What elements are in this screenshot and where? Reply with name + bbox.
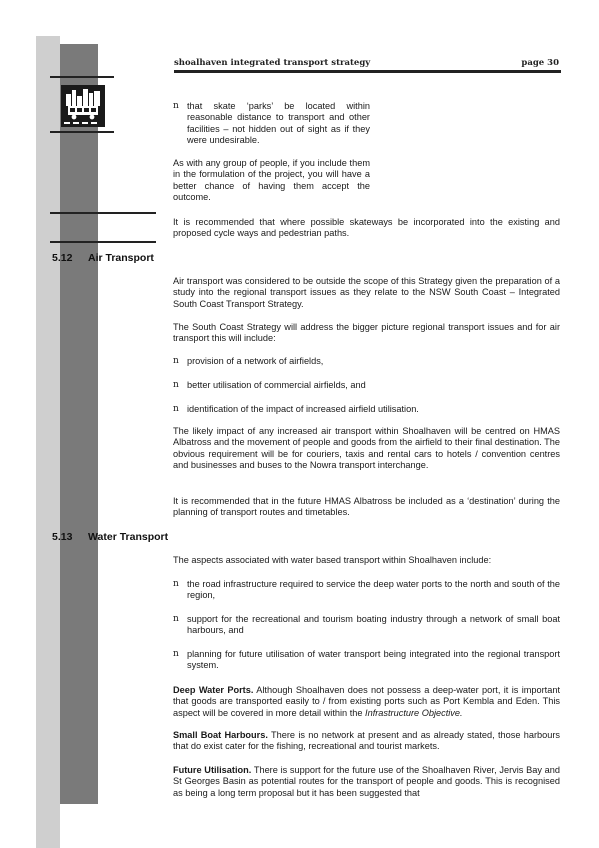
list-item-text: planning for future utilisation of water transport being integrated into the regional transport system. (187, 649, 560, 671)
section-number: 5.13 (52, 531, 73, 543)
bullet-marker: n (173, 404, 179, 414)
list-item-text: support for the recreational and tourism boating industry through a network of small boat harbours, and (187, 614, 560, 636)
section-title: Air Transport (88, 252, 154, 264)
section-divider-rule (50, 241, 156, 243)
logo-top-rule (50, 76, 114, 78)
list-item-text: provision of a network of airfields, (187, 356, 324, 366)
bullet-marker: n (173, 649, 179, 659)
paragraph-future-utilisation (173, 765, 560, 799)
bullet-marker: n (173, 380, 179, 390)
run-in-heading: Future Utilisation. (173, 765, 252, 775)
section-title: Water Transport (88, 531, 169, 543)
logo-bottom-rule (50, 131, 114, 133)
paragraph: The likely impact of any increased air transport within Shoalhaven will be centred on HMAS Albatross and the movement of people and goods from the airfield to their final destination. The obvious requirement will be for couriers, taxis and rental cars to hotels / convention centres and businesses and buses to the Nowra transport interchange. (173, 426, 560, 471)
bullet-marker: n (173, 579, 179, 589)
city-transport-icon (60, 84, 106, 128)
header-rule (174, 70, 561, 73)
paragraph: It is recommended that where possible skateways be incorporated into the existing and proposed cycle ways and pedestrian paths. (173, 217, 560, 239)
header-title: shoalhaven integrated transport strategy (174, 58, 371, 68)
paragraph-text: Although Shoalhaven does not possess a deep-water port, it is important that goods are transported easily to / from existing ports such as Port Kembla and Eden. This aspect will be covered in more detail within the (173, 685, 561, 718)
section-divider-rule (50, 212, 156, 214)
list-item (173, 649, 560, 672)
section-heading (52, 531, 168, 543)
list-item (173, 356, 560, 367)
paragraph: Air transport was considered to be outside the scope of this Strategy given the preparation of a study into the regional transport issues as they relate to the NSW South Coast – Integrated South Coast Transport Strategy. (173, 276, 560, 309)
italic-reference: Infrastructure Objective. (365, 707, 463, 718)
paragraph: The aspects associated with water based transport within Shoalhaven include: (173, 555, 492, 565)
list-item (173, 101, 370, 147)
section-number: 5.12 (52, 252, 73, 264)
paragraph: As with any group of people, if you include them in the formulation of the project, you will have a better chance of having them accept the outcome. (173, 158, 370, 203)
paragraph-small-boat-harbours (173, 730, 560, 753)
bullet-marker: n (173, 356, 179, 366)
bullet-marker: n (173, 101, 179, 111)
list-item-text: identification of the impact of increased airfield utilisation. (187, 404, 419, 414)
list-item (173, 404, 560, 415)
list-item-text: the road infrastructure required to service the deep water ports to the north and south of the region, (187, 579, 560, 601)
list-item (173, 579, 560, 602)
bullet-marker: n (173, 614, 179, 624)
run-in-heading: Deep Water Ports. (173, 685, 254, 695)
paragraph: The South Coast Strategy will address the bigger picture regional transport issues and for air transport this will include: (173, 322, 560, 344)
paragraph: It is recommended that in the future HMAS Albatross be included as a ‘destination’ during the planning of transport routes and timetables. (173, 496, 560, 518)
paragraph-deep-water-ports (173, 685, 560, 719)
sidebar-dark-bar (60, 44, 98, 804)
paragraph-text: There is support for the future use of the Shoalhaven River, Jervis Bay and St Georges Basin as potential routes for the transport of people and goods. This is recognised as being a long term proposal but it has been suggested that (173, 765, 560, 798)
sidebar-light-bar (36, 36, 60, 848)
list-item (173, 380, 560, 391)
list-item (173, 614, 560, 637)
header-page-number: page 30 (521, 58, 559, 68)
paragraph-text: There is no network at present and as already stated, those harbours that do exist cater for the fishing, recreational and tourist markets. (173, 730, 560, 752)
list-item-text: better utilisation of commercial airfields, and (187, 380, 366, 390)
section-heading (52, 252, 154, 264)
run-in-heading: Small Boat Harbours. (173, 730, 268, 740)
list-item-text: that skate ‘parks’ be located within reasonable distance to transport and other facilities – not hidden out of sight as if they were undesirable. (187, 101, 370, 146)
